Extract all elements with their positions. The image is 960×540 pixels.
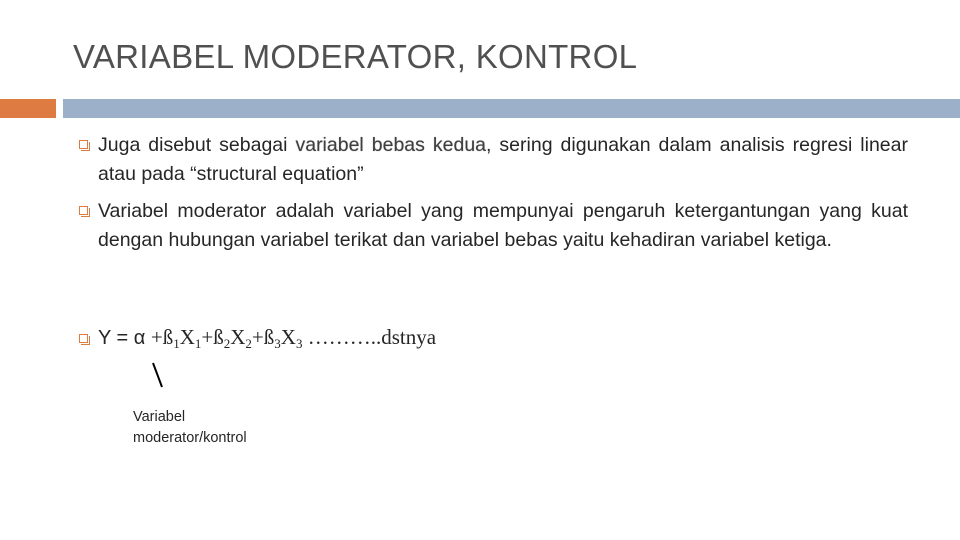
title-rule-bar xyxy=(63,99,960,118)
annotation-caption xyxy=(133,407,247,449)
formula-tail: ………..dstnya xyxy=(302,325,437,349)
square-bullet-icon xyxy=(79,334,88,343)
bullet-1-highlight: variabel bebas kedua xyxy=(295,134,487,156)
title-accent-bar xyxy=(0,99,56,118)
annotation-line-1: Variabel xyxy=(133,409,186,425)
formula-term-3: $+ß_3X_3$ xyxy=(251,325,303,351)
annotation-pointer-line xyxy=(151,362,167,388)
square-bullet-icon xyxy=(79,206,88,215)
bullet-text-1 xyxy=(98,131,908,189)
formula-lhs: Y = α xyxy=(98,327,151,349)
formula-term-1: $+ß_1X_1$ xyxy=(150,325,202,351)
bullet-text-2: Variabel moderator adalah variabel yang mempunyai pengaruh ketergantungan yang kuat dengan hubungan variabel terikat dan variabel bebas yaitu kehadiran variabel ketiga. xyxy=(98,200,908,251)
formula-term-2: $+ß_2X_2$ xyxy=(201,325,252,351)
slide-title: VARIABEL MODERATOR, KONTROL xyxy=(73,38,638,75)
bullet-1-text-after: , sering digunakan dalam analisis regresi linear atau pada “structural equation” xyxy=(98,134,908,185)
square-bullet-icon xyxy=(79,140,88,149)
annotation-line-2: moderator/kontrol xyxy=(133,430,247,446)
bullet-1-text-before: Juga disebut sebagai xyxy=(98,134,296,156)
regression-formula xyxy=(98,325,436,350)
